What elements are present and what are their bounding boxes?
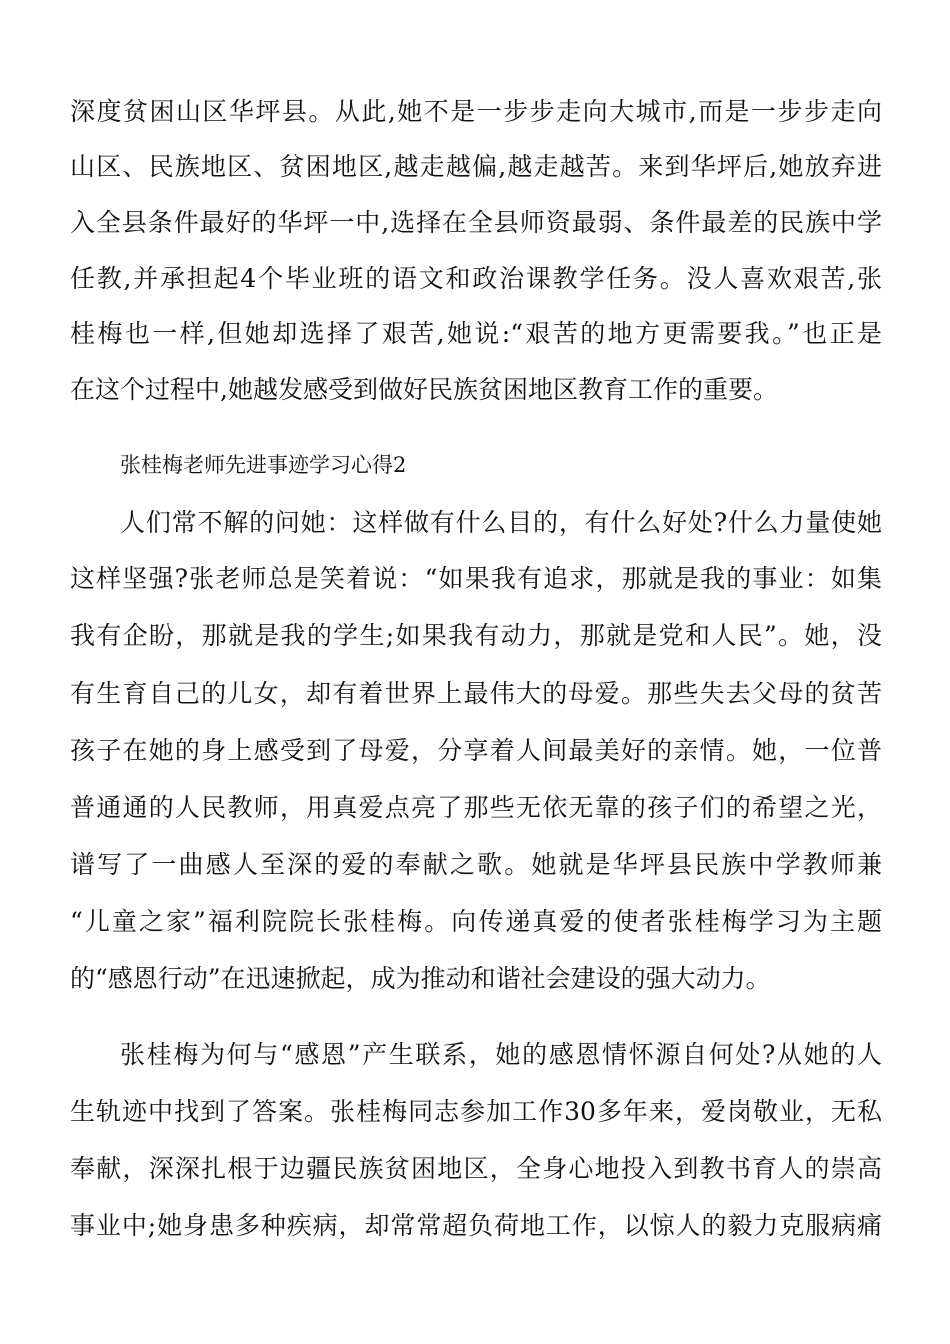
paragraph-1-line-6: 在这个过程中,她越发感受到做好民族贫困地区教育工作的重要。 bbox=[70, 375, 778, 404]
paragraph-3-line-4: 事业中;她身患多种疾病，却常常超负荷地工作，以惊人的毅力克服病痛 bbox=[70, 1211, 882, 1240]
paragraph-1-line-1: 深度贫困山区华坪县。从此,她不是一步步走向大城市,而是一步步走向 bbox=[70, 97, 882, 126]
paragraph-2-line-1: 人们常不解的问她：这样做有什么目的，有什么好处?什么力量使她 bbox=[120, 508, 882, 537]
section-heading: 张桂梅老师先进事迹学习心得2 bbox=[120, 453, 407, 477]
paragraph-2-line-2: 这样坚强?张老师总是笑着说：“如果我有追求，那就是我的事业：如集 bbox=[70, 564, 882, 593]
paragraph-1-line-4: 任教,并承担起4个毕业班的语文和政治课教学任务。没人喜欢艰苦,张 bbox=[70, 264, 882, 293]
paragraph-2-line-4: 有生育自己的儿女，却有着世界上最伟大的母爱。那些失去父母的贫苦 bbox=[70, 679, 882, 708]
paragraph-2-line-9: 的“感恩行动”在迅速掀起，成为推动和谐社会建设的强大动力。 bbox=[70, 964, 771, 993]
paragraph-2-line-8: “儿童之家”福利院院长张桂梅。向传递真爱的使者张桂梅学习为主题 bbox=[70, 907, 882, 936]
paragraph-3-line-2: 生轨迹中找到了答案。张桂梅同志参加工作30多年来，爱岗敬业，无私 bbox=[70, 1097, 882, 1126]
paragraph-2-line-5: 孩子在她的身上感受到了母爱，分享着人间最美好的亲情。她，一位普 bbox=[70, 736, 882, 765]
paragraph-2-line-6: 普通通的人民教师，用真爱点亮了那些无依无靠的孩子们的希望之光， bbox=[70, 793, 882, 822]
paragraph-3-line-3: 奉献，深深扎根于边疆民族贫困地区，全身心地投入到教书育人的崇高 bbox=[70, 1154, 882, 1183]
paragraph-1-line-5: 桂梅也一样,但她却选择了艰苦,她说:“艰苦的地方更需要我。”也正是 bbox=[70, 319, 882, 348]
paragraph-3-line-1: 张桂梅为何与“感恩”产生联系，她的感恩情怀源自何处?从她的人 bbox=[120, 1040, 882, 1069]
paragraph-2-line-3: 我有企盼，那就是我的学生;如果我有动力，那就是党和人民”。她，没 bbox=[70, 621, 882, 650]
paragraph-1-line-2: 山区、民族地区、贫困地区,越走越偏,越走越苦。来到华坪后,她放弃进 bbox=[70, 152, 882, 181]
paragraph-1-line-3: 入全县条件最好的华坪一中,选择在全县师资最弱、条件最差的民族中学 bbox=[70, 208, 882, 237]
paragraph-2-line-7: 谱写了一曲感人至深的爱的奉献之歌。她就是华坪县民族中学教师兼 bbox=[70, 850, 882, 879]
